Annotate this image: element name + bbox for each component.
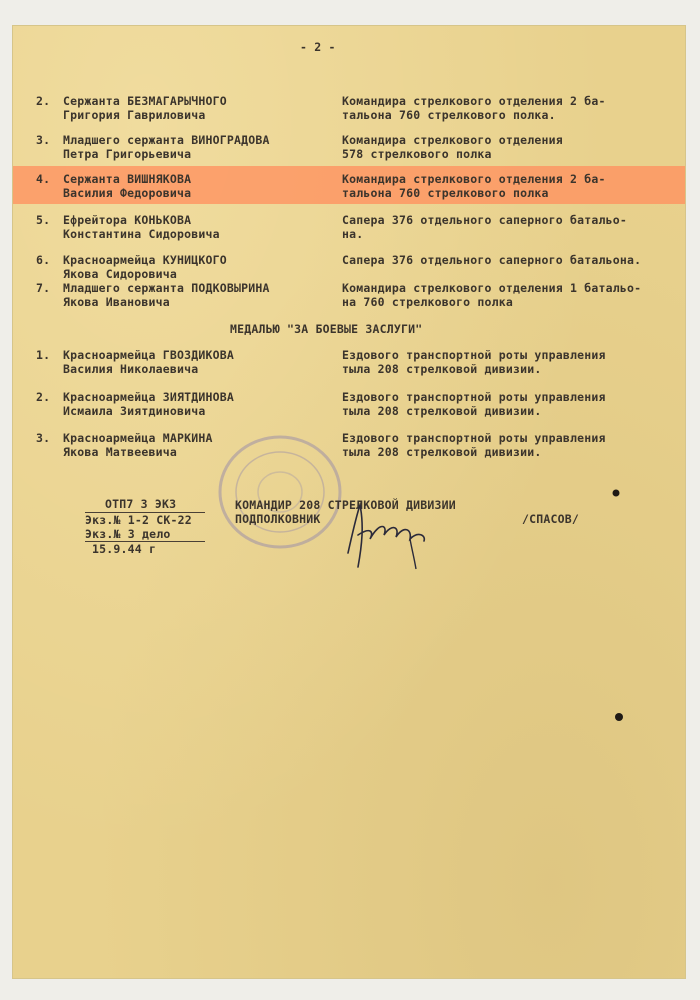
entry-name-line2: Якова Матвеевича <box>63 445 177 459</box>
entry-position-line1: Командира стрелкового отделения <box>342 133 563 147</box>
ink-blot <box>611 488 621 498</box>
entry-number: 5. <box>36 213 51 227</box>
entry-position-line2: тыла 208 стрелковой дивизии. <box>342 445 542 459</box>
ink-blot <box>614 712 624 722</box>
entry-number: 2. <box>36 94 51 108</box>
entry-name-line1: Красноармейца ЗИЯТДИНОВА <box>63 390 234 404</box>
section-heading: МЕДАЛЬЮ "ЗА БОЕВЫЕ ЗАСЛУГИ" <box>230 322 423 336</box>
entry-name-line1: Ефрейтора КОНЬКОВА <box>63 213 192 227</box>
entry-position-line1: Ездового транспортной роты управления <box>342 431 606 445</box>
entry-name-line1: Сержанта БЕЗМАГАРЫЧНОГО <box>63 94 227 108</box>
round-seal-stamp <box>215 432 345 552</box>
entry-name-line1: Красноармейца КУНИЦКОГО <box>63 253 227 267</box>
entry-name-line2: Исмаила Зиятдиновича <box>63 404 206 418</box>
entry-number: 1. <box>36 348 51 362</box>
entry-position-line1: Ездового транспортной роты управления <box>342 348 606 362</box>
entry-position-line1: Ездового транспортной роты управления <box>342 390 606 404</box>
entry-position-line2: тальона 760 стрелкового полка <box>342 186 549 200</box>
reference-date: 15.9.44 г <box>92 542 157 556</box>
entry-name-line1: Младшего сержанта ВИНОГРАДОВА <box>63 133 270 147</box>
entry-position-line1: Сапера 376 отдельного саперного батальона. <box>342 253 642 267</box>
entry-position-line2: на. <box>342 227 364 241</box>
entry-number: 6. <box>36 253 51 267</box>
handwritten-signature <box>340 495 435 570</box>
entry-position-line2: 578 стрелкового полка <box>342 147 492 161</box>
entry-number: 4. <box>36 172 51 186</box>
entry-position-line1: Сапера 376 отдельного саперного батальо- <box>342 213 627 227</box>
entry-position-line1: Командира стрелкового отделения 2 ба- <box>342 94 606 108</box>
entry-position-line2: тыла 208 стрелковой дивизии. <box>342 362 542 376</box>
commander-title: КОМАНДИР 208 СТРЕЛКОВОЙ ДИВИЗИИ <box>235 498 456 512</box>
entry-position-line2: тыла 208 стрелковой дивизии. <box>342 404 542 418</box>
entry-number: 3. <box>36 133 51 147</box>
page-number: - 2 - <box>300 40 336 54</box>
reference-line: ОТП7 3 ЭКЗ <box>105 497 177 511</box>
entry-name-line2: Василия Николаевича <box>63 362 199 376</box>
entry-number: 7. <box>36 281 51 295</box>
entry-name-line2: Петра Григорьевича <box>63 147 192 161</box>
entry-name-line2: Якова Сидоровича <box>63 267 177 281</box>
entry-number: 2. <box>36 390 51 404</box>
entry-number: 3. <box>36 431 51 445</box>
reference-line: Экз.№ 3 дело <box>85 527 171 541</box>
entry-position-line1: Командира стрелкового отделения 1 батальо- <box>342 281 642 295</box>
entry-name-line1: Младшего сержанта ПОДКОВЫРИНА <box>63 281 270 295</box>
entry-position-line2: тальона 760 стрелкового полка. <box>342 108 556 122</box>
entry-position-line1: Командира стрелкового отделения 2 ба- <box>342 172 606 186</box>
entry-name-line1: Красноармейца МАРКИНА <box>63 431 213 445</box>
entry-name-line2: Григория Гавриловича <box>63 108 206 122</box>
entry-position-line2: на 760 стрелкового полка <box>342 295 513 309</box>
entry-name-line1: Сержанта ВИШНЯКОВА <box>63 172 192 186</box>
entry-name-line2: Василия Федоровича <box>63 186 192 200</box>
signer-name: /СПАСОВ/ <box>522 512 579 526</box>
reference-line: Экз.№ 1-2 СК-22 <box>85 513 192 527</box>
commander-rank: ПОДПОЛКОВНИК <box>235 512 321 526</box>
entry-name-line2: Якова Ивановича <box>63 295 170 309</box>
entry-name-line2: Константина Сидоровича <box>63 227 220 241</box>
entry-name-line1: Красноармейца ГВОЗДИКОВА <box>63 348 234 362</box>
